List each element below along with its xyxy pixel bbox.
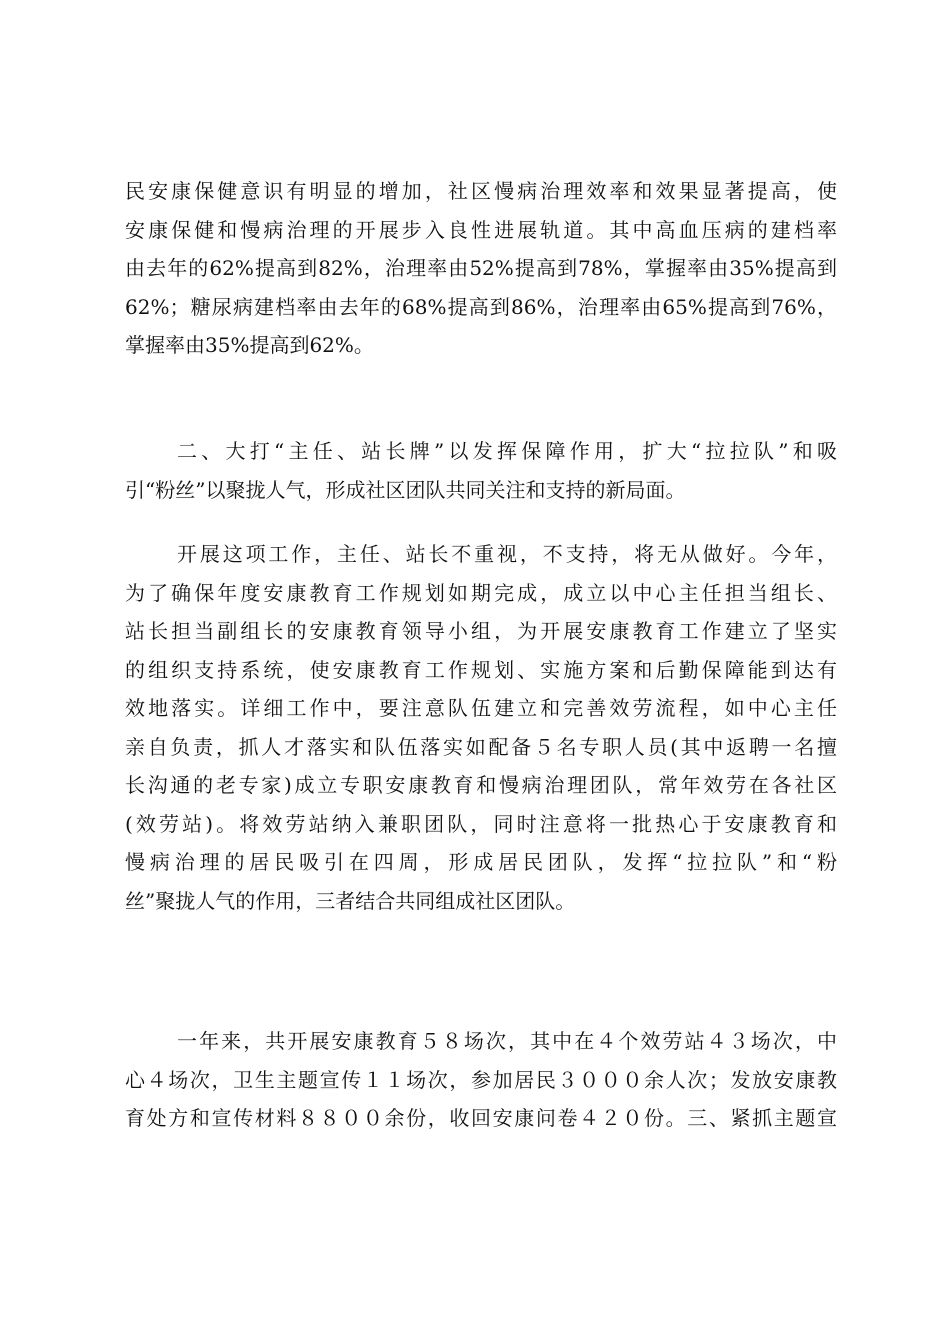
paragraph-line: 一年来，共开展安康教育５８场次，其中在４个效劳站４３场次，中 — [177, 1029, 837, 1053]
paragraph-line: 由去年的62%提高到82%，治理率由52%提高到78%，掌握率由35%提高到 — [125, 256, 837, 280]
paragraph-line: 效地落实。详细工作中，要注意队伍建立和完善效劳流程，如中心主任 — [125, 696, 837, 720]
paragraph-line: 亲自负责，抓人才落实和队伍落实如配备５名专职人员(其中返聘一名擅 — [125, 734, 837, 759]
paragraph-line: 站长担当副组长的安康教育领导小组，为开展安康教育工作建立了坚实 — [125, 619, 837, 643]
paragraph-line: 慢病治理的居民吸引在四周，形成居民团队，发挥“拉拉队”和“粉 — [125, 850, 837, 874]
paragraph-line: 长沟通的老专家)成立专职安康教育和慢病治理团队，常年效劳在各社区 — [125, 773, 837, 797]
paragraph-line: 掌握率由35%提高到62%。 — [125, 333, 374, 357]
paragraph-line: 开展这项工作，主任、站长不重视，不支持，将无从做好。今年， — [177, 542, 837, 566]
paragraph-line: 心４场次，卫生主题宣传１１场次，参加居民３０００余人次；发放安康教 — [125, 1067, 837, 1092]
paragraph-line: 的组织支持系统，使安康教育工作规划、实施方案和后勤保障能到达有 — [125, 657, 837, 682]
paragraph-line: 引“粉丝”以聚拢人气，形成社区团队共同关注和支持的新局面。 — [125, 477, 686, 502]
paragraph-line: 为了确保年度安康教育工作规划如期完成，成立以中心主任担当组长、 — [125, 580, 837, 605]
paragraph-3 — [125, 535, 837, 920]
paragraph-line: 二、大打“主任、站长牌”以发挥保障作用，扩大“拉拉队”和吸 — [177, 439, 837, 463]
paragraph-1 — [125, 172, 837, 365]
paragraph-line: 民安康保健意识有明显的增加，社区慢病治理效率和效果显著提高，使 — [125, 179, 837, 203]
paragraph-line: 育处方和宣传材料８８００余份，收回安康问卷４２０份。三、紧抓主题宣 — [125, 1106, 837, 1130]
paragraph-line: 丝”聚拢人气的作用，三者结合共同组成社区团队。 — [125, 888, 576, 913]
paragraph-line: (效劳站)。将效劳站纳入兼职团队，同时注意将一批热心于安康教育和 — [125, 811, 837, 836]
paragraph-4 — [125, 1022, 837, 1138]
paragraph-2 — [125, 432, 837, 509]
paragraph-line: 安康保健和慢病治理的开展步入良性进展轨道。其中高血压病的建档率 — [125, 217, 837, 242]
paragraph-line: 62%；糖尿病建档率由去年的68%提高到86%，治理率由65%提高到76%， — [125, 294, 837, 319]
